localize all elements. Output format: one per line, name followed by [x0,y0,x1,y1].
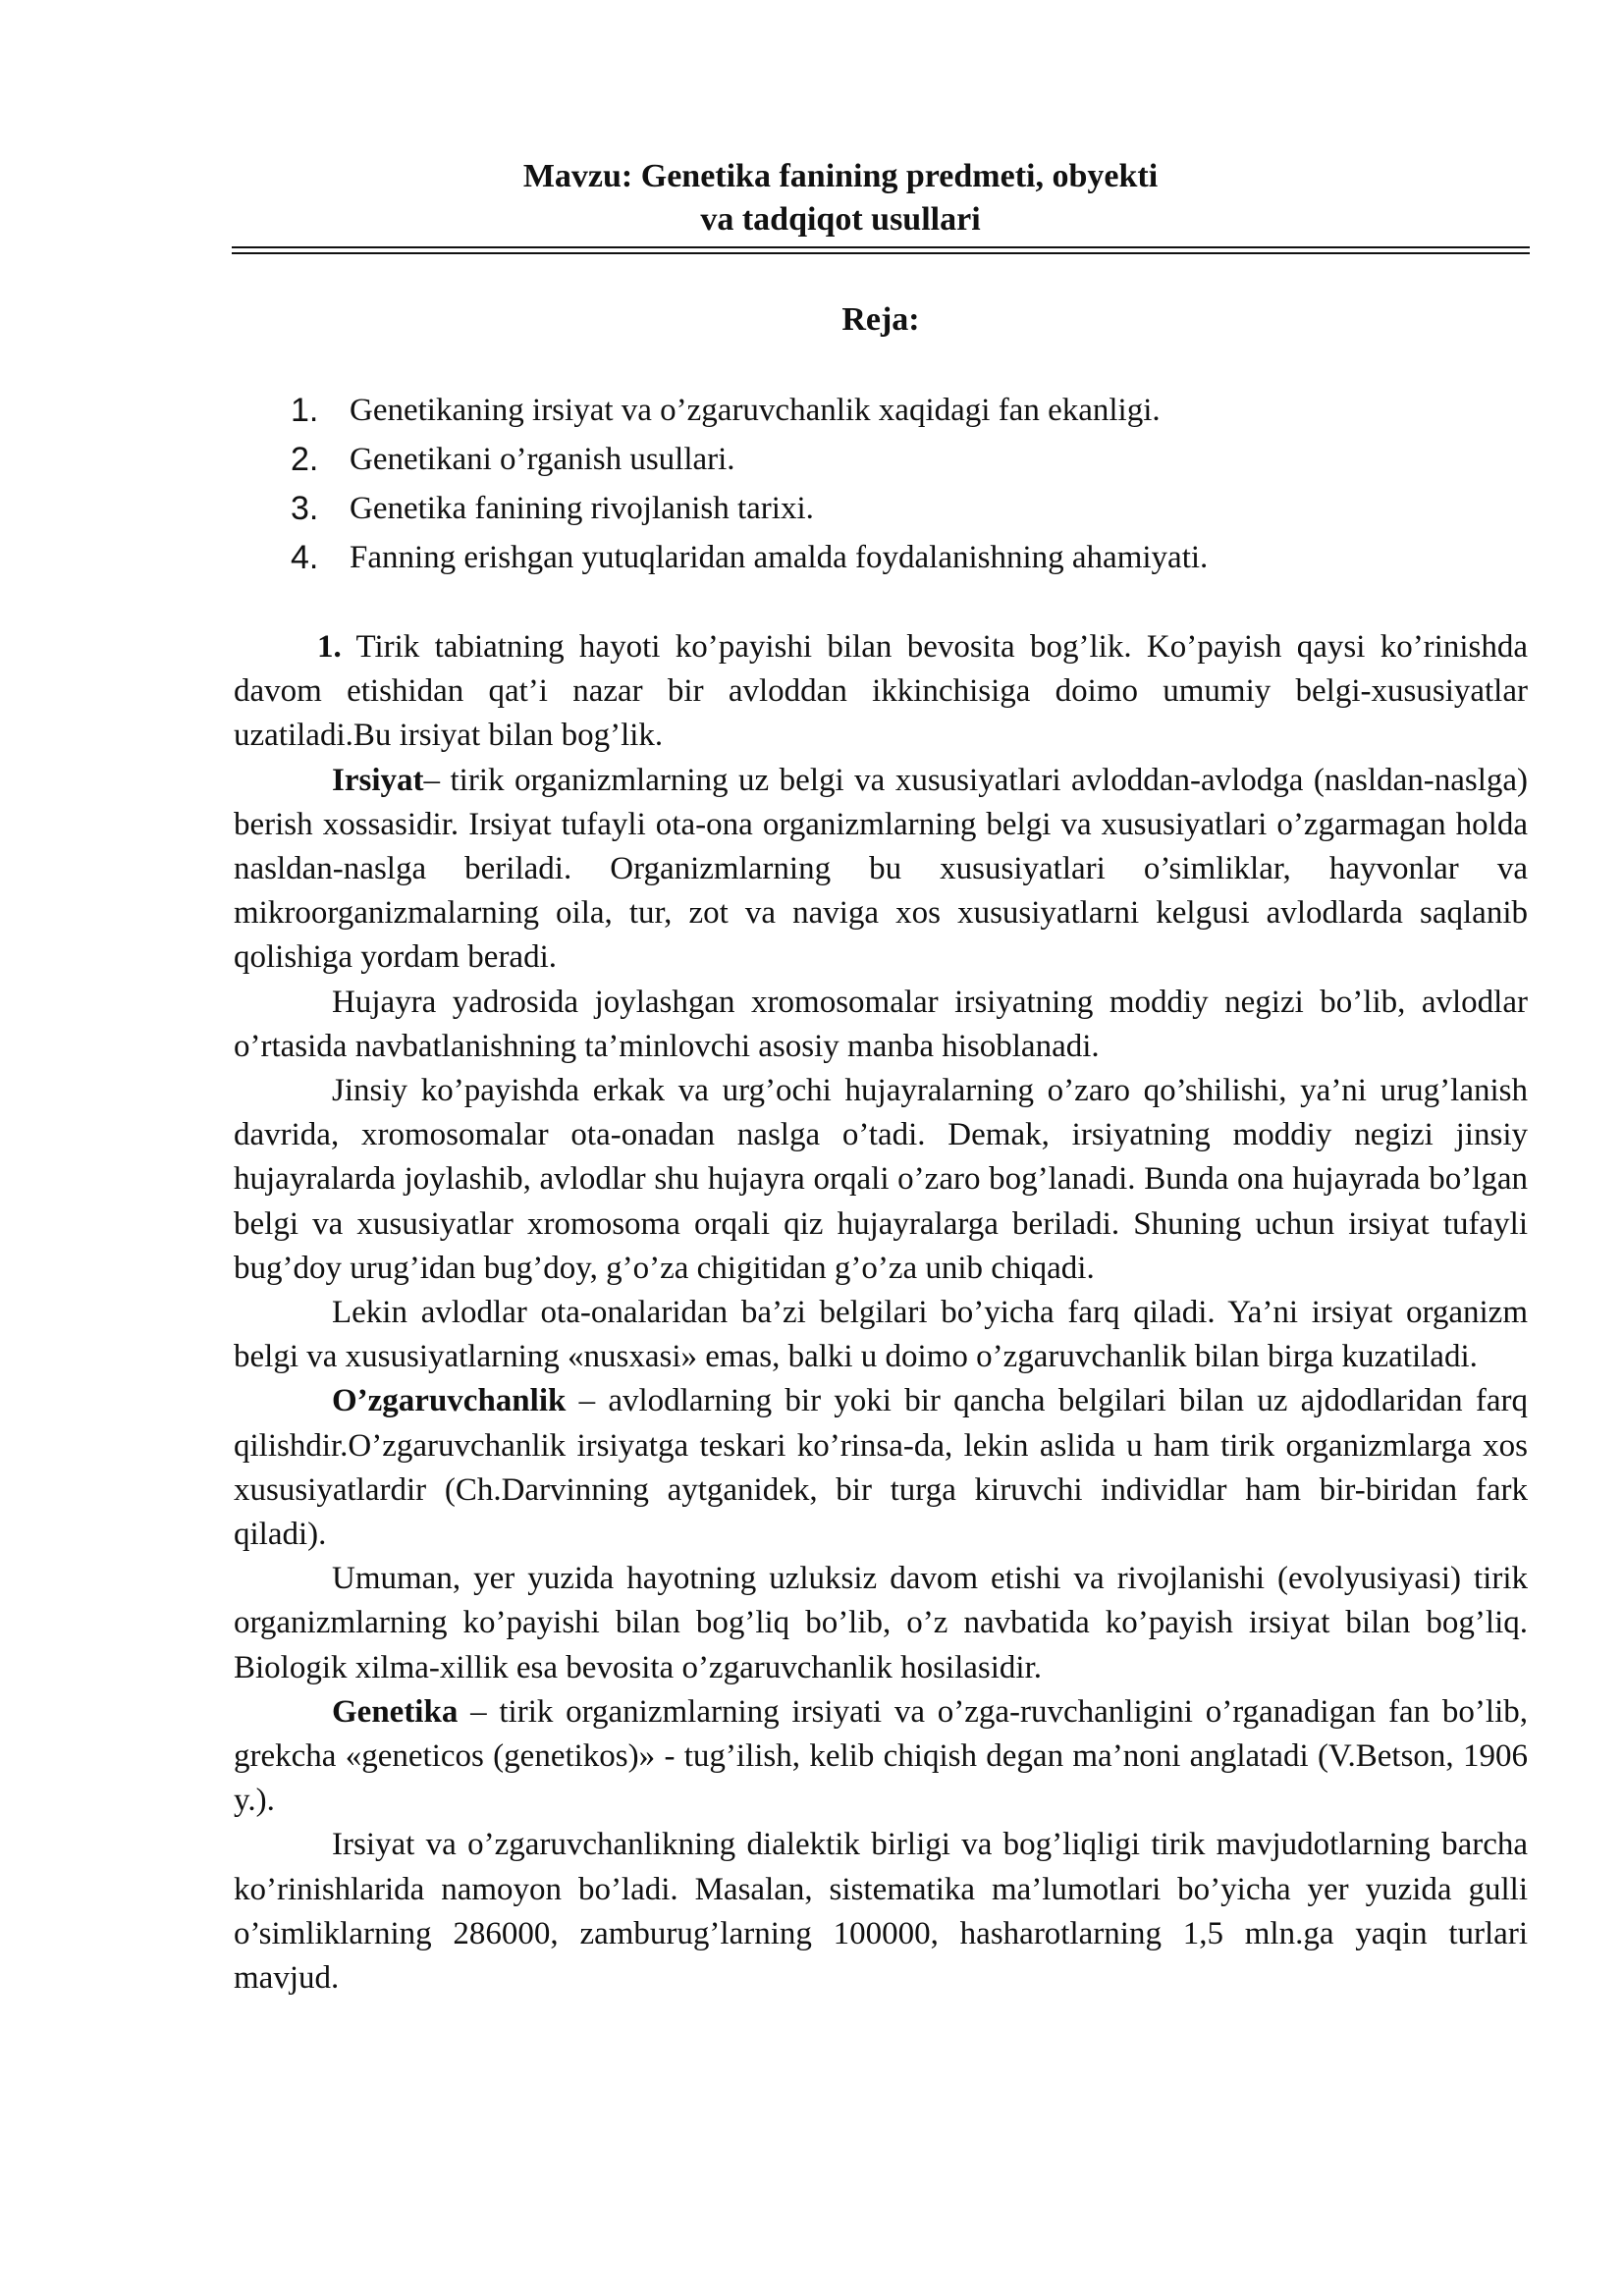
body-text [234,625,1528,2001]
plan-item-number: 4. [291,539,319,576]
plan-item-text: Fanning erishgan yutuqlaridan amalda foydalanishning ahamiyati. [350,540,1209,575]
plan-item-text: Genetika fanining rivojlanish tarixi. [350,491,814,526]
plan-item-number: 2. [291,441,319,478]
paragraph [234,1379,1528,1557]
paragraph [234,1069,1528,1291]
plan-item [291,435,1489,484]
plan-item-number: 1. [291,392,319,429]
paragraph [234,981,1528,1069]
paragraph-lead: 1. [317,629,342,665]
paragraph-text: Jinsiy ko’payishda erkak va urg’ochi hujayralarning o’zaro qo’shilishi, ya’ni urug’lanish davrida, xromosomalar ota-onadan naslga o’tadi. Demak, irsiyatning moddiy negizi jinsiy hujayralarda joylashib, avlodlar shu hujayra orqali o’zaro bog’lanadi. Bunda ona hujayrada bo’lgan belgi va xususiyatlar xromosoma orqali qiz hujayralarga beriladi. Shuning uchun irsiyat tufayli bug’doy urug’idan bug’doy, g’o’za chigitidan g’o’za unib chiqadi. [234,1073,1528,1286]
plan-heading: Reja: [841,301,920,338]
plan-list [291,386,1489,582]
paragraph [234,1823,1528,2001]
paragraph-lead: O’zgaruvchanlik [332,1383,567,1419]
paragraph-text: Tirik tabiatning hayoti ko’payishi bilan bevosita bog’lik. Ko’payish qaysi ko’rinishda davom etishidan qat’i nazar bir avloddan ikkinchisiga doimo umumiy belgi-xususiyatlar uzatiladi.Bu irsiyat bilan bog’lik. [234,629,1528,754]
plan-item [291,484,1489,533]
paragraph-text: – avlodlarning bir yoki bir qancha belgilari bilan uz ajdodlaridan farq qilishdir.O’zgaruvchanlik irsiyatga teskari ko’rinsa-da, lekin aslida u ham tirik organizmlarga xos xususiyatlardir (Ch.Darvinning aytganidek, bir turga kiruvchi individlar ham bir-biridan fark qiladi). [234,1383,1528,1553]
paragraph-text: Hujayra yadrosida joylashgan xromosomalar irsiyatning moddiy negizi bo’lib, avlodlar o’rtasida navbatlanishning ta’minlovchi asosiy manba hisoblanadi. [234,984,1528,1064]
plan-item-text: Genetikani o’rganish usullari. [350,442,735,477]
paragraph [234,1557,1528,1690]
paragraph-text: – tirik organizmlarning uz belgi va xususiyatlari avloddan-avlodga (nasldan-naslga) berish xossasidir. Irsiyat tufayli ota-ona organizmlarning belgi va xususiyatlari o’zgarmagan holda nasldan-naslga beriladi. Organizmlarning bu xususiyatlari o’simliklar, hayvonlar va mikroorganizmalarning oila, tur, zot va naviga xos xususiyatlarni kelgusi avlodlarda saqlanib qolishiga yordam beradi. [234,762,1528,976]
title-double-rule [232,246,1530,254]
paragraph-lead: Genetika [332,1693,459,1730]
title-line-2: va tadqiqot usullari [700,201,981,238]
paragraph-text: Irsiyat va o’zgaruvchanlikning dialektik birligi va bog’liqligi tirik mavjudotlarning barcha ko’rinishlarida namoyon bo’ladi. Masalan, sistematika ma’lumotlari bo’yicha yer yuzida gulli o’simliklarning 286000, zamburug’larning 100000, hasharotlarning 1,5 mln.ga yaqin turlari mavjud. [234,1827,1528,1997]
paragraph-text: – tirik organizmlarning irsiyati va o’zga-ruvchanligini o’rganadigan fan bo’lib, grekcha «geneticos (genetikos)» - tug’ilish, kelib chiqish degan ma’noni anglatadi (V.Betson, 1906 y.). [234,1693,1528,1819]
paragraph-lead: Irsiyat [332,762,424,798]
title-line-1: Mavzu: Genetika fanining predmeti, obyekti [522,158,1159,194]
paragraph-text: Umuman, yer yuzida hayotning uzluksiz davom etishi va rivojlanishi (evolyusiyasi) tirik organizmlarning ko’payishi bilan bog’liq bo’lib, o’z navbatida ko’payish irsiyat bilan bog’liq. Biologik xilma-xillik esa bevosita o’zgaruvchanlik hosilasidir. [234,1561,1528,1685]
page-title [232,155,1449,241]
paragraph [234,1690,1528,1824]
plan-item [291,386,1489,435]
paragraph [234,1291,1528,1379]
plan-item [291,533,1489,582]
plan-item-number: 3. [291,490,319,527]
paragraph [234,625,1528,759]
plan-item-text: Genetikaning irsiyat va o’zgaruvchanlik xaqidagi fan ekanligi. [350,393,1161,428]
paragraph-text: Lekin avlodlar ota-onalaridan ba’zi belgilari bo’yicha farq qiladi. Ya’ni irsiyat organizm belgi va xususiyatlarning «nusxasi» emas, balki u doimo o’zgaruvchanlik bilan birga kuzatiladi. [234,1295,1528,1375]
paragraph [234,759,1528,981]
